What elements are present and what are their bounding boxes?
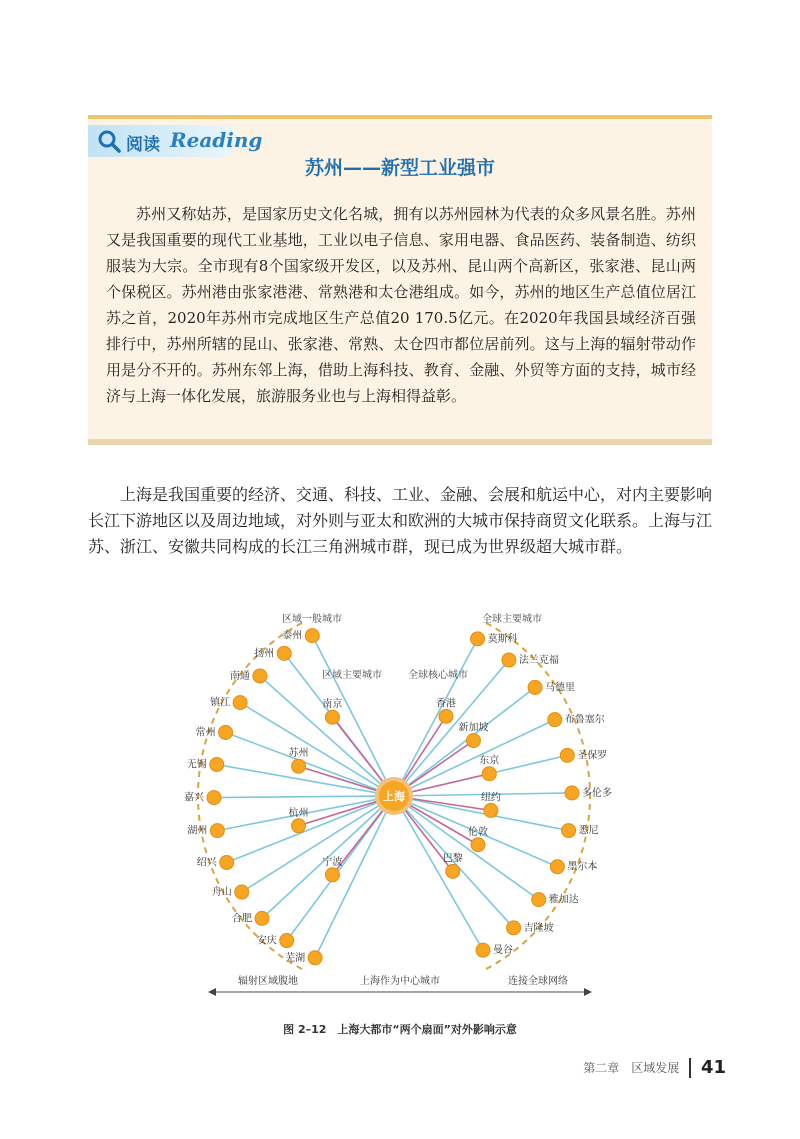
magnifier-icon [96,128,122,154]
city-label: 圣保罗 [577,750,608,762]
city-node [277,646,291,660]
city-label: 安庆 [256,935,277,947]
reading-label: 阅读 [126,135,160,155]
city-node [484,803,498,817]
city-node [439,709,453,723]
bottom-label-left: 辐射区域腹地 [238,976,298,987]
city-node [235,885,249,899]
city-label: 伦敦 [468,826,489,838]
page-footer [583,1057,726,1079]
city-node [471,838,485,852]
reading-label-en: Reading [170,128,263,152]
page-number: 41 [700,1057,726,1078]
city-node [562,824,576,838]
city-node [471,632,485,646]
city-label: 湖州 [187,825,208,837]
axis-arrow-left [208,988,216,996]
city-node [308,951,322,965]
city-label: 巴黎 [442,853,463,865]
city-node [220,855,234,869]
city-label: 南通 [229,670,250,682]
city-label: 芜湖 [285,952,306,964]
city-label: 纽约 [480,792,501,804]
city-label: 莫斯科 [487,633,518,645]
city-node [255,911,269,925]
city-node [446,864,460,878]
group-label-regional-major: 区域主要城市 [322,670,382,681]
city-label: 新加坡 [458,722,489,734]
city-label: 南京 [322,699,343,711]
city-label: 多伦多 [581,787,612,799]
city-label: 合肥 [231,913,252,925]
reading-body: 苏州又称姑苏，是国家历史文化名城，拥有以苏州园林为代表的众多风景名胜。苏州又是我国重要的现代工业基地，工业以电子信息、家用电器、食品医药、装备制造、纺织服装为大宗。全市现有8个国家级开发区，以及苏州、昆山两个高新区，张家港、昆山两个保税区。苏州港由张家港港、常熟港和太仓港组成。如今，苏州的地区生产总值位居江苏之首，2020年苏州市完成地区生产总值20 170.5亿元。在2020年我国县域经济百强排行中，苏州所辖的昆山、张家港、常熟、太仓四市都位居前列。这与上海的辐射带动作用是分不开的。苏州东邻上海，借助上海科技、教育、金融、外贸等方面的支持，城市经济与上海一体化发展，旅游服务业也与上海相得益彰。 [106,205,696,405]
city-node [565,786,579,800]
link-line [214,796,394,798]
city-node [482,767,496,781]
city-node [253,669,267,683]
city-label: 无锡 [186,759,207,771]
link-line [260,676,394,796]
city-node [528,680,542,694]
city-node [466,734,480,748]
city-node [325,868,339,882]
city-label: 法兰克福 [518,655,559,667]
city-node [476,943,490,957]
link-line [394,796,483,950]
city-node [210,757,224,771]
city-node [325,710,339,724]
footer-chapter: 第二章 区域发展 [583,1061,680,1075]
city-label: 镇江 [210,697,231,709]
center-label: 上海 [383,790,405,803]
city-label: 墨尔本 [567,861,598,873]
city-node [219,725,233,739]
diagram-canvas [150,600,650,1020]
city-node [507,921,521,935]
city-node [292,819,306,833]
city-label: 布鲁塞尔 [564,714,605,726]
group-label-global-major: 全球主要城市 [482,614,542,625]
bottom-label-right: 连接全球网络 [508,976,568,987]
city-node [233,696,247,710]
city-label: 宁波 [322,856,343,868]
city-label: 杭州 [288,807,309,819]
group-label-global-core: 全球核心城市 [408,670,468,681]
city-label: 泰州 [282,630,303,642]
city-label: 舟山 [211,887,232,899]
city-label: 东京 [479,755,500,767]
group-label-regional-general: 区域一般城市 [282,614,342,625]
reading-box [88,115,712,445]
city-label: 悉尼 [578,825,599,837]
city-node [210,824,224,838]
city-node [207,791,221,805]
city-node [280,934,294,948]
city-node [550,860,564,874]
reading-top-rule [88,115,712,119]
link-line [394,639,478,796]
city-label: 雅加达 [548,894,579,906]
city-node [532,893,546,907]
city-label: 嘉兴 [184,792,205,804]
city-label: 扬州 [254,648,275,660]
city-node [502,653,516,667]
city-label: 马德里 [545,682,576,694]
link-line [394,796,539,900]
city-node [560,748,574,762]
footer-separator [689,1058,691,1078]
city-node [305,629,319,643]
city-label: 吉隆坡 [523,922,554,934]
city-label: 苏州 [288,748,309,760]
reading-bottom-rule [88,439,712,445]
city-node [292,759,306,773]
city-node [548,713,562,727]
two-fans-diagram [150,600,650,1020]
bottom-label-center: 上海作为中心城市 [360,976,440,987]
figure-caption: 图 2–12 上海大都市“两个扇面”对外影响示意 [283,1023,517,1036]
axis-arrow-right [584,988,592,996]
main-paragraph: 上海是我国重要的经济、交通、科技、工业、金融、会展和航运中心，对内主要影响长江下游地区以及周边地域，对外则与亚太和欧洲的大城市保持商贸文化联系。上海与江苏、浙江、安徽共同构成的长江三角洲城市群，现已成为世界级超大城市群。 [88,485,713,556]
city-label: 香港 [436,698,456,710]
city-label: 曼谷 [493,945,513,957]
reading-title: 苏州——新型工业强市 [304,157,495,179]
city-label: 常州 [195,727,216,739]
city-label: 绍兴 [196,857,217,869]
